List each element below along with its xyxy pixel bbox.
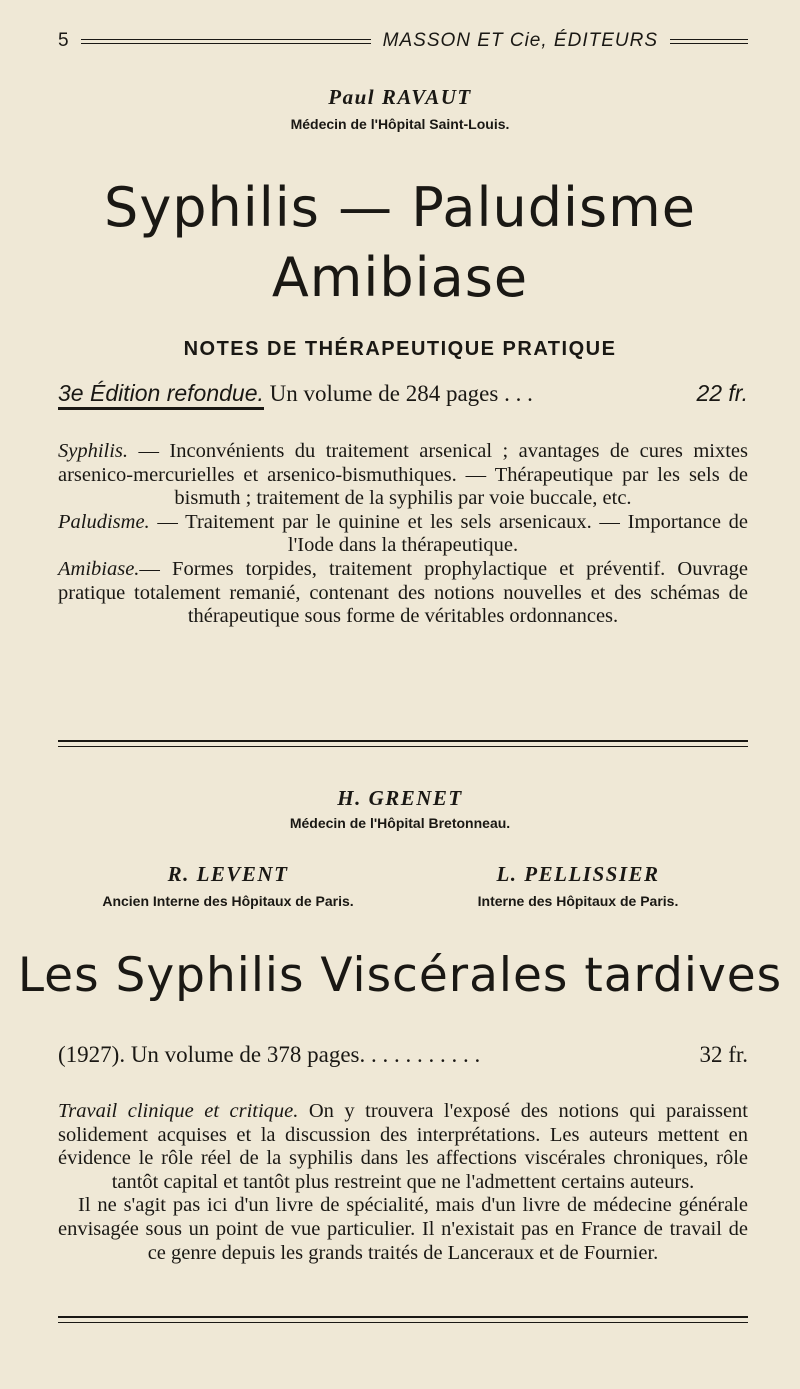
- book2-paragraph-1: [58, 1100, 748, 1194]
- book1-paragraph-amibiase: [58, 558, 748, 629]
- book1-p3-lead: Amibiase.: [58, 557, 140, 580]
- page-number: 5: [58, 30, 69, 51]
- book1-p3-text: — Formes torpides, traitement prophylactique et préventif. Ouvrage pratique totalement remanié, contenant des notions nouvelles et des schémas de thérapeutique sous forme de véritables ordonnances.: [58, 557, 748, 628]
- book1-subtitle: NOTES DE THÉRAPEUTIQUE PRATIQUE: [183, 338, 617, 360]
- section-divider: [58, 740, 748, 747]
- book2-description: [58, 1100, 748, 1265]
- book2-author-main: H. GRENET: [337, 786, 463, 810]
- book2-paragraph-2: Il ne s'agit pas ici d'un livre de spécialité, mais d'un livre de médecine générale envisagée sous un point de vue particulier. Il n'existait pas en France de travail de ce genre depuis les grands traités de Lanceraux et de Fournier.: [58, 1194, 748, 1264]
- header-rule-right: [670, 39, 748, 44]
- page-header: [58, 30, 748, 52]
- book1-author: Paul RAVAUT: [328, 85, 472, 109]
- book2-volume-line: [58, 1042, 748, 1068]
- book1-p2-text: — Traitement par le quinine et les sels arsenicaux. — Importance de l'Iode dans la thérapeutique.: [149, 510, 748, 557]
- book1-price: 22 fr.: [696, 380, 748, 406]
- book1-paragraph-syphilis: [58, 440, 748, 511]
- book1-affiliation: Médecin de l'Hôpital Saint-Louis.: [290, 116, 510, 132]
- book2-coauthor-left: [58, 862, 398, 909]
- book1-p1-text: — Inconvénients du traitement arsenical ; avantages de cures mixtes arsenico-mercurielles et arsenico-bismuthiques. — Thérapeutique par les sels de bismuth ; traitement de la syphilis par voie buccale, etc.: [58, 440, 748, 510]
- book1-title-line2: Amibiase: [271, 246, 529, 309]
- book2-affiliation-right: Interne des Hôpitaux de Paris.: [477, 893, 679, 909]
- book2-title: Les Syphilis Viscérales tardives: [17, 948, 783, 1003]
- book1-title-line1: Syphilis — Paludisme: [104, 176, 696, 239]
- book2-coauthor-right: [408, 862, 748, 909]
- book2-price: 32 fr.: [699, 1042, 748, 1067]
- book2-author-right: L. PELLISSIER: [496, 862, 660, 886]
- book1-description: [58, 440, 748, 629]
- book1-edition-line: [58, 380, 748, 407]
- book2-volume: (1927). Un volume de 378 pages. . . . . . . . . . .: [58, 1042, 481, 1067]
- header-rule-left: [81, 39, 371, 44]
- book2-coauthors: [58, 862, 748, 909]
- book1-p1-lead: Syphilis.: [58, 440, 129, 462]
- book2-p1-text: On y trouvera l'exposé des notions qui paraissent solidement acquises et la discussion des interprétations. Les auteurs mettent en évidence le rôle réel de la syphilis dans les affections viscérales chroniques, rôle tantôt capital et tantôt plus restreint que ne l'admettent certains auteurs.: [58, 1100, 748, 1193]
- publisher-name: MASSON ET Cie, ÉDITEURS: [382, 30, 658, 51]
- bottom-divider: [58, 1316, 748, 1323]
- book1-paragraph-paludisme: [58, 511, 748, 558]
- book1-edition: 3e Édition refondue.: [58, 380, 264, 410]
- book2-affiliation-main: Médecin de l'Hôpital Bretonneau.: [289, 815, 511, 831]
- book2-affiliation-left: Ancien Interne des Hôpitaux de Paris.: [102, 893, 354, 909]
- book2-author-left: R. LEVENT: [167, 862, 289, 886]
- book2-p1-lead: Travail clinique et critique.: [58, 1100, 299, 1122]
- book1-p2-lead: Paludisme.: [58, 510, 150, 533]
- book1-volume: Un volume de 284 pages . . .: [269, 381, 533, 406]
